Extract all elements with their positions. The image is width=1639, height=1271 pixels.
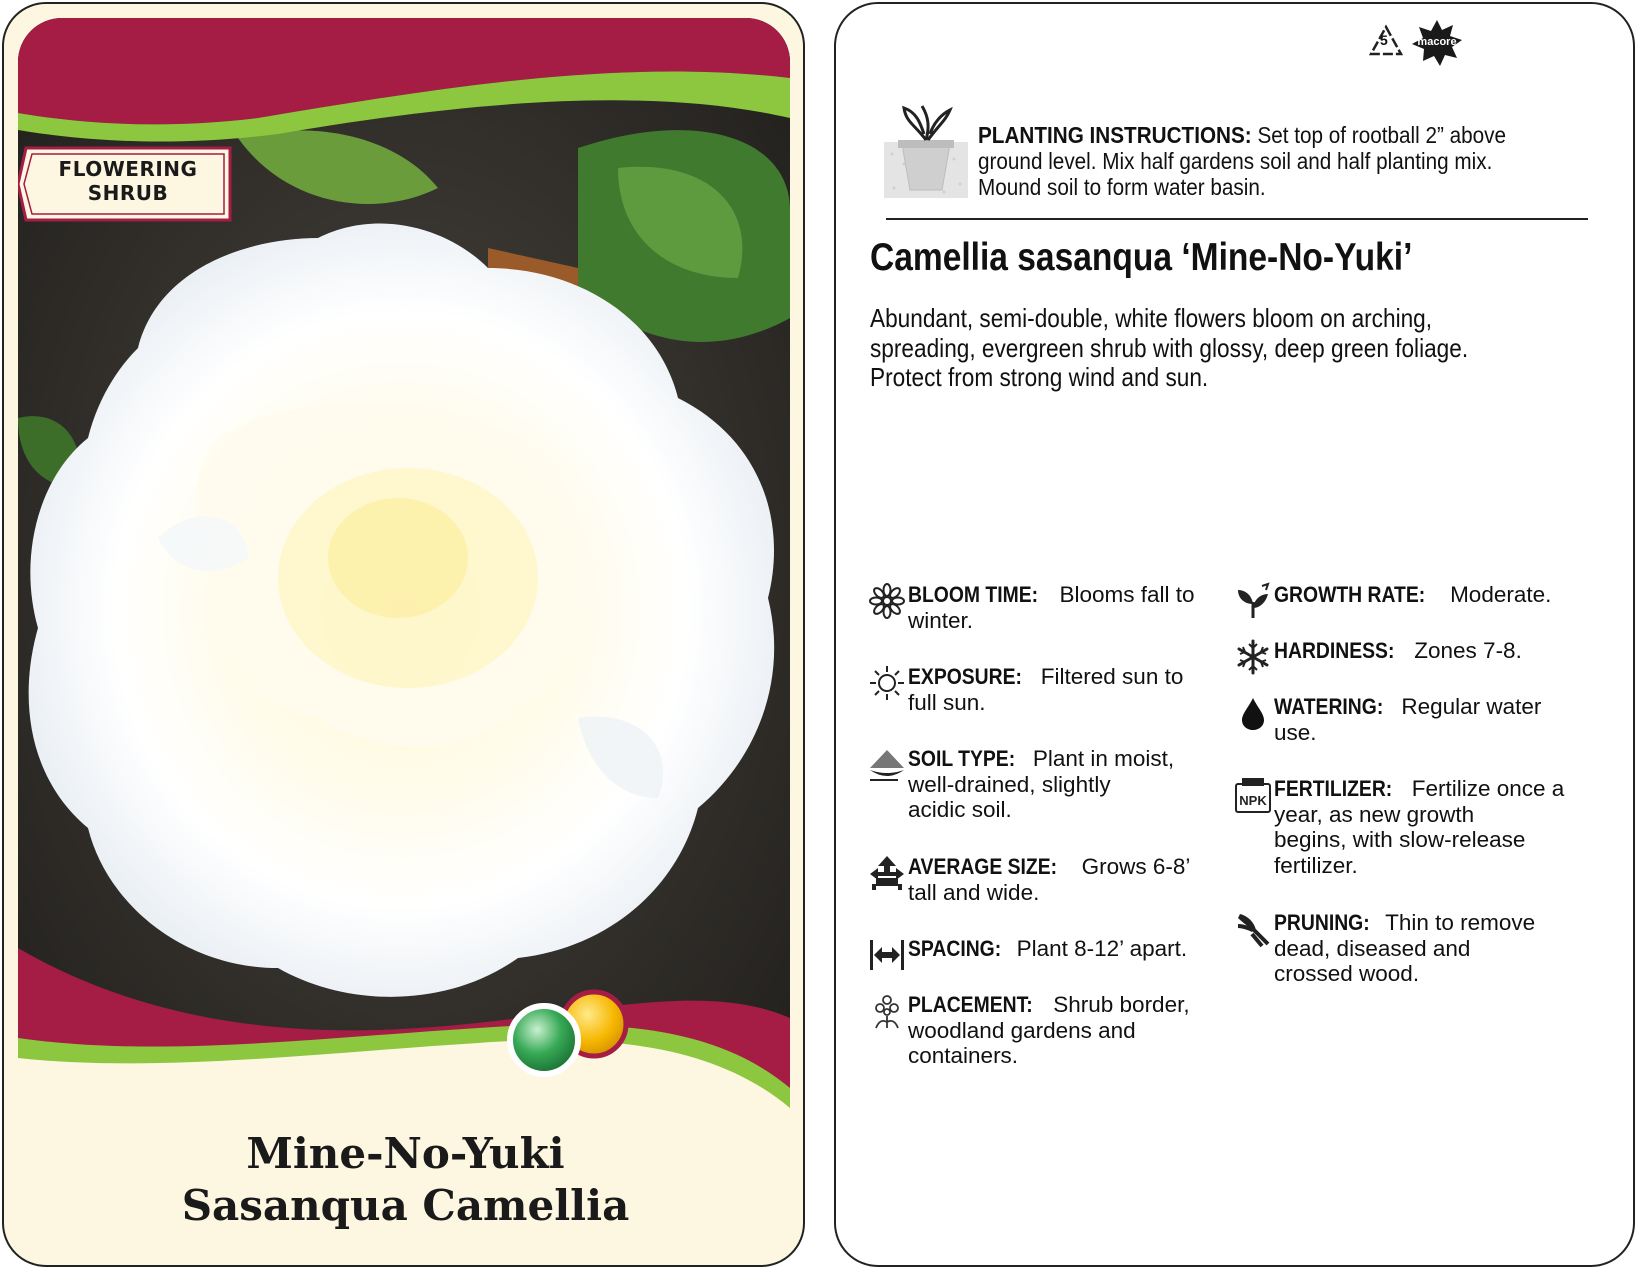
water-drop-icon <box>1234 694 1272 732</box>
attr-label: SOIL TYPE: <box>908 746 1016 771</box>
attr-line1: Regular water <box>1395 694 1542 719</box>
attr-line3: begins, with slow-release <box>1274 827 1526 852</box>
placement-icon <box>868 992 906 1030</box>
planting-label: PLANTING INSTRUCTIONS: <box>978 122 1252 148</box>
planting-line1: Set top of rootball 2” above <box>1251 122 1507 148</box>
attr-label: SPACING: <box>908 936 1002 961</box>
potted-plant-icon <box>884 104 968 200</box>
planting-line2: ground level. Mix half gardens soil and half planting mix. <box>978 148 1493 174</box>
attr-label: PRUNING: <box>1274 910 1370 935</box>
description-line1: Abundant, semi-double, white flowers bloom on arching, <box>870 303 1433 333</box>
attr-line4: fertilizer. <box>1274 852 1358 878</box>
flower-icon <box>868 582 906 620</box>
attr-line2: tall and wide. <box>908 879 1040 905</box>
attr-line2: dead, diseased and <box>1274 935 1471 961</box>
badge-line1: FLOWERING <box>58 157 198 181</box>
size-icon <box>868 854 906 892</box>
attr-line3: acidic soil. <box>908 797 1012 822</box>
soil-icon <box>868 746 906 784</box>
attr-line3: crossed wood. <box>1274 961 1420 986</box>
common-name <box>4 1128 805 1232</box>
attr-label: EXPOSURE: <box>908 664 1022 689</box>
snowflake-icon <box>1234 638 1272 676</box>
recycle-number: 5 <box>1380 32 1388 48</box>
attr-line1: Plant 8-12’ apart. <box>1010 936 1188 961</box>
attr-line1: Plant in moist, <box>1026 746 1175 771</box>
attr-line2: well-drained, slightly <box>908 771 1111 797</box>
sun-icon <box>868 664 906 702</box>
common-name-line1: Mine-No-Yuki <box>246 1129 565 1178</box>
attr-line2: woodland gardens and <box>908 1017 1136 1043</box>
attr-line1: Zones 7-8. <box>1408 638 1522 663</box>
attr-label: FERTILIZER: <box>1274 776 1393 801</box>
attr-line1: Filtered sun to <box>1034 664 1184 689</box>
attr-label: WATERING: <box>1274 694 1384 719</box>
description-line3: Protect from strong wind and sun. <box>870 362 1209 392</box>
description <box>870 304 1566 393</box>
back-card <box>834 2 1635 1267</box>
divider <box>886 218 1588 220</box>
badge-line2: SHRUB <box>87 181 169 205</box>
attr-line1: Moderate. <box>1443 582 1552 607</box>
attr-label: HARDINESS: <box>1274 638 1395 663</box>
logos <box>1368 20 1478 70</box>
npk-text: NPK <box>1239 793 1267 808</box>
attr-line2: year, as new growth <box>1274 801 1475 827</box>
attr-line3: containers. <box>908 1043 1019 1068</box>
description-line2: spreading, evergreen shrub with glossy, deep green foliage. <box>870 332 1469 363</box>
planting-instructions <box>978 122 1599 200</box>
attr-label: BLOOM TIME: <box>908 582 1039 607</box>
front-card <box>2 2 805 1267</box>
attr-line1: Fertilize once a <box>1405 776 1565 801</box>
indicator-dots <box>502 984 642 1084</box>
macore-label: macore <box>1417 36 1457 48</box>
sprout-icon <box>1234 582 1272 620</box>
attr-line1: Blooms fall to <box>1053 582 1195 607</box>
common-name-line2: Sasanqua Camellia <box>181 1181 630 1230</box>
attr-line1: Shrub border, <box>1047 992 1190 1017</box>
attr-line1: Grows 6-8’ <box>1075 854 1191 879</box>
attr-label: AVERAGE SIZE: <box>908 854 1058 879</box>
npk-icon <box>1234 776 1272 814</box>
attr-line1: Thin to remove <box>1379 910 1536 935</box>
planting-line3: Mound soil to form water basin. <box>978 174 1266 200</box>
attr-label: GROWTH RATE: <box>1274 582 1426 607</box>
category-badge <box>18 142 238 226</box>
pruners-icon <box>1234 910 1272 948</box>
attr-line2: use. <box>1274 719 1317 745</box>
attr-line2: full sun. <box>908 689 986 715</box>
attr-label: PLACEMENT: <box>908 992 1033 1017</box>
spacing-icon <box>868 936 906 974</box>
attr-line2: winter. <box>908 607 974 633</box>
botanical-name: Camellia sasanqua ‘Mine-No-Yuki’ <box>870 236 1413 279</box>
